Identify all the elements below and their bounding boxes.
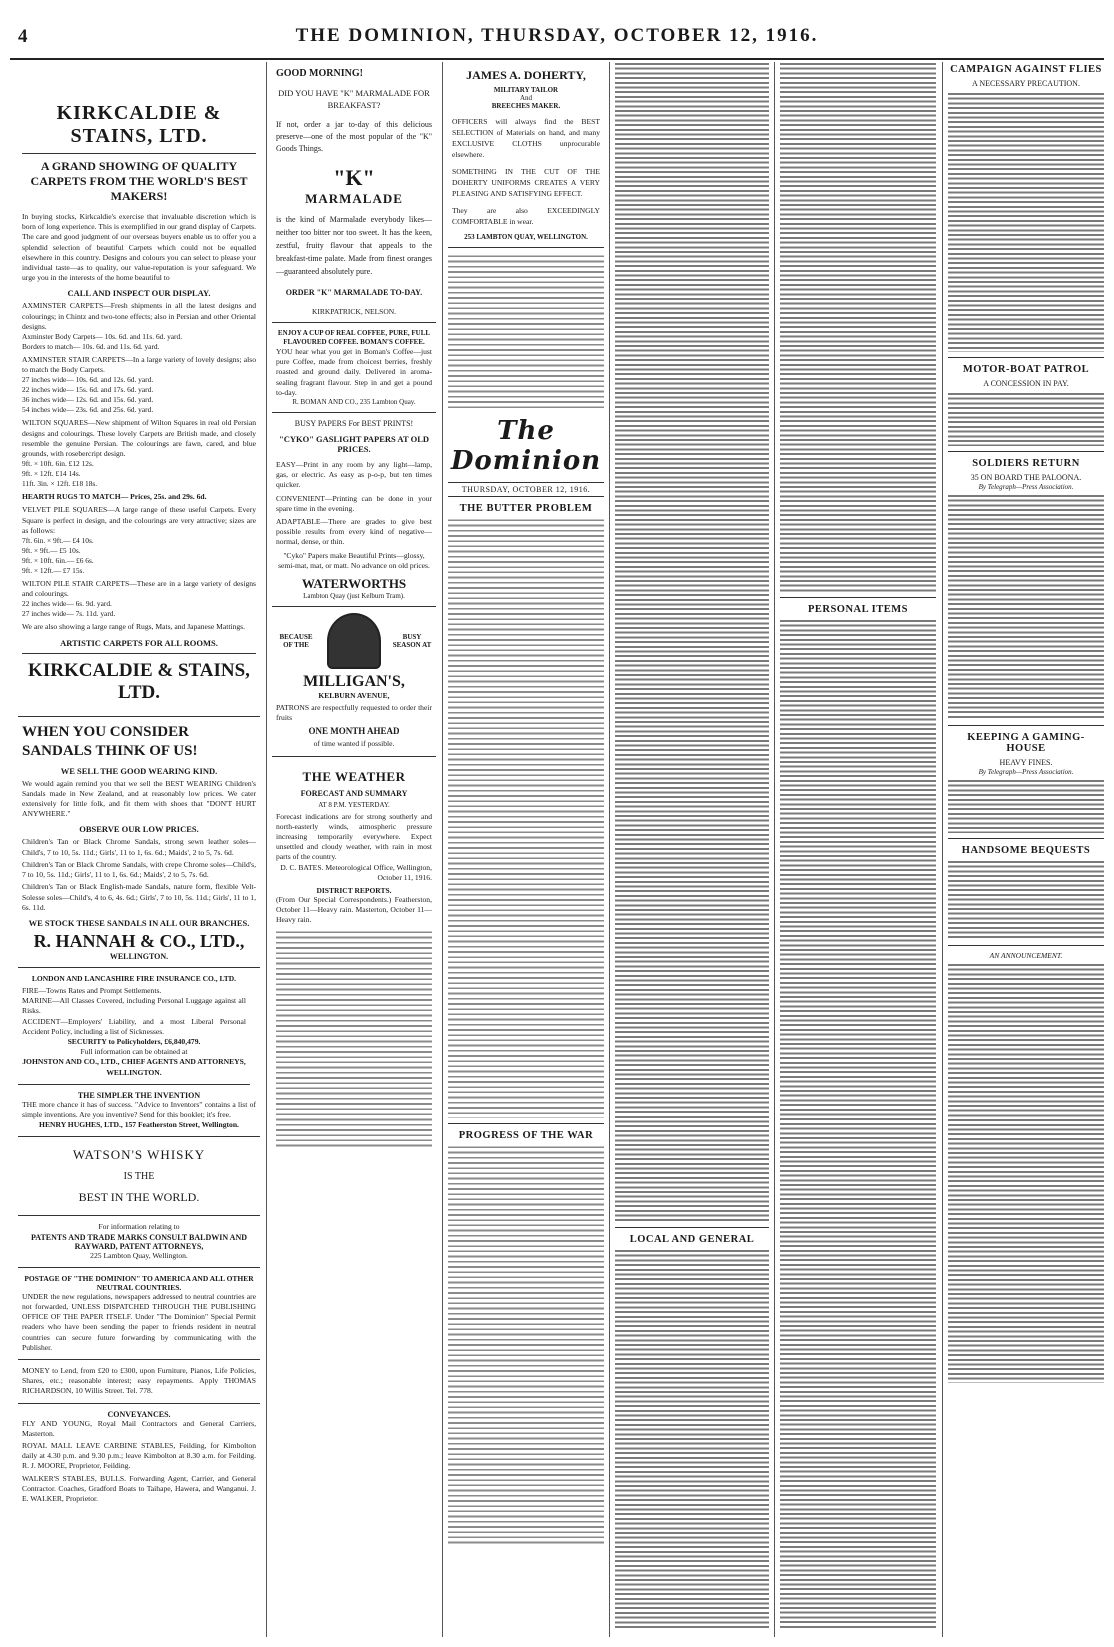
gm-title: GOOD MORNING! — [276, 68, 363, 79]
hannah-sandals-ad — [18, 717, 260, 968]
sandals-line-1: Children's Tan or Black Chrome Sandals, strong sewn leather soles—Child's, 7 to 10, 5s. 11d.; Girls', 11 to 1, 6s. 6d.; Maids', 2 to 5, 7s. 6d. — [22, 837, 256, 857]
hannah-name: R. HANNAH & CO., LTD., — [33, 930, 245, 951]
doherty-text3: They are also EXCEEDINGLY COMFORTABLE in wear. — [452, 206, 600, 226]
column-news-4 — [615, 62, 769, 1638]
milligans-left: BECAUSE OF THE — [279, 633, 313, 650]
boman-coffee-ad — [272, 323, 436, 413]
column-rule — [609, 62, 610, 1637]
weather-title: THE WEATHER — [302, 768, 406, 784]
gm-text: If not, order a jar to-day of this delicious preserve—one of the most popular of the "K" Goods Things. — [276, 120, 432, 153]
lower-ads-row — [18, 968, 260, 1085]
hearth-rugs: HEARTH RUGS TO MATCH— Prices, 25s. and 29s. 6d. — [22, 492, 207, 502]
weather-section — [272, 757, 436, 1156]
insurance-title: LONDON AND LANCASHIRE FIRE INSURANCE CO., LTD. — [31, 973, 237, 983]
column-rule — [442, 62, 443, 1637]
waterworths-addr: Lambton Quay (just Kelburn Tram). — [303, 592, 405, 601]
column-rule — [266, 62, 267, 1637]
k-marmalade-ad — [272, 62, 436, 323]
postage-title: POSTAGE OF "THE DOMINION" TO AMERICA AND ALL OTHER NEUTRAL COUNTRIES. — [24, 1273, 254, 1292]
postage-text: UNDER the new regulations, newspapers addressed to neutral countries are not forwarded, UNLESS DISPATCHED THROUGH THE PUBLISHING OFFICE OF THE PAPER ITSELF. Under "The Dominion" Special Permit readers who have been sending the paper to friends resident in neutral countries can secure future forwarding by communicating with the Publisher. — [22, 1291, 256, 1352]
call-inspect: CALL AND INSPECT OUR DISPLAY. — [67, 288, 211, 299]
doherty-and: And — [519, 94, 533, 102]
royal-mall-ad: ROYAL MALL LEAVE CARBINE STABLES, Feilding, for Kimbolton daily at 4.30 p.m. and 9.30 p.m.; leave Kimbolton at 8.30 a.m. for Feilding. R. J. MOORE, Proprietor, Feilding. — [22, 1440, 256, 1471]
wilton-stair-prices: 22 inches wide— 6s. 9d. yard. 27 inches wide— 7s. 11d. yard. — [22, 599, 116, 619]
insurance-fire: FIRE—Towns Rates and Prompt Settlements. — [22, 985, 162, 995]
patents-addr: 225 Lambton Quay, Wellington. — [90, 1250, 188, 1260]
weather-time: AT 8 P.M. YESTERDAY. — [318, 800, 390, 809]
column-ads-left — [18, 62, 260, 1638]
waterworths: WATERWORTHS — [301, 576, 407, 592]
progress-war-text — [448, 1145, 604, 1545]
weather-subtitle: FORECAST AND SUMMARY — [300, 788, 408, 798]
conveyances-title: CONVEYANCES. — [107, 1409, 171, 1419]
doherty-text2: SOMETHING IN THE CUT OF THE DOHERTY UNIFORMS CREATES A VERY PLEASING AND SATISFYING EFFECT. — [452, 167, 600, 198]
weather-signature: D. C. BATES. Meteorological Office, Wellington, October 11, 1916. — [280, 862, 432, 882]
doherty-line1: MILITARY TAILOR — [493, 86, 559, 94]
page-number: 4 — [18, 26, 28, 47]
velvet-squares: VELVET PILE SQUARES—A large range of these useful Carpets. Every Square is perfect in design, and the colourings are very attractive; sizes are as follows: — [22, 505, 256, 535]
axminster-stair-prices: 27 inches wide— 10s. 6d. and 12s. 6d. yard. 22 inches wide— 15s. 6d. and 17s. 6d. yard. 36 inches wide— 12s. 6d. and 15s. 6d. yard. 54 inches wide— 23s. 6d. and 25s. 6d. yard. — [22, 375, 154, 415]
coffee-text: YOU hear what you get in Boman's Coffee—just pure Coffee, made from choicest berries, freshly roasted and ground daily. Delivered in aroma-sealing fragrant flavour. Step in and get a pound to-day. — [276, 347, 432, 397]
k-text: is the kind of Marmalade everybody likes—neither too bitter nor too sweet. It has the keen, zestful, fruity flavour that appeals to the breakfast-time palate. Made from finest oranges—guaranteed absolutely pure. — [276, 215, 432, 276]
watsons-line-1: WATSON'S WHISKY — [72, 1147, 206, 1163]
butter-problem-title: THE BUTTER PROBLEM — [459, 503, 593, 514]
local-general-title: LOCAL AND GENERAL — [629, 1234, 755, 1245]
personal-items-text — [780, 619, 936, 1629]
money-ad — [18, 1360, 260, 1404]
cyko-convenient: CONVENIENT—Printing can be done in your spare time in the evening. — [276, 493, 432, 513]
cyko-adaptable: ADAPTABLE—There are grades to give best possible results from every kind of negative—normal, dense, or thin. — [276, 517, 432, 547]
sandals-line-3: Children's Tan or Black English-made Sandals, nature form, flexible Velt-Solesse soles—Child's, 4 to 6, 4s. 6d.; Girls', 7 to 10, 5s. 11d.; Girls', 11 to 1, 6s. 11d. — [22, 882, 256, 912]
editorial-masthead: The Dominion — [450, 416, 602, 476]
money-text: MONEY to Lend, from £20 to £300, upon Furniture, Pianos, Life Policies, Shares, etc.; reasonable interest; easy repayments. Apply THOMAS RICHARDSON, 10 Willis Street. Tel. 778. — [22, 1365, 256, 1396]
masthead — [10, 22, 1104, 60]
cyko-easy: EASY—Print in any room by any light—lamp, gas, or electric. As easy as p-o-p, but ten times quicker. — [276, 460, 432, 490]
invention-ad — [18, 1085, 260, 1138]
axminster-stair: AXMINSTER STAIR CARPETS—In a large variety of lovely designs; also to match the Body Carpets. — [22, 355, 256, 375]
wilton-squares-prices: 9ft. × 10ft. 6in. £12 12s. 9ft. × 12ft. £14 14s. 11ft. 3in. × 12ft. £18 18s. — [22, 459, 98, 489]
doherty-line2: BREECHES MAKER. — [491, 102, 561, 110]
milligans-emblem — [327, 613, 381, 669]
announcement-title: AN ANNOUNCEMENT. — [989, 951, 1063, 960]
sandals-subtitle: WE SELL THE GOOD WEARING KIND. — [60, 765, 218, 776]
insurance-marine: MARINE—All Classes Covered, including Personal Luggage against all Risks. — [22, 996, 246, 1016]
weather-body-text — [276, 930, 432, 1150]
milligans-month: ONE MONTH AHEAD — [308, 726, 400, 737]
column-5-text-a — [780, 62, 936, 592]
k-order: ORDER "K" MARMALADE TO-DAY. — [285, 288, 423, 297]
k-title: "K" — [333, 165, 375, 190]
watsons-ad — [18, 1137, 260, 1216]
flies-text — [948, 92, 1104, 352]
axminster-prices: Axminster Body Carpets— 10s. 6d. and 11s. 6d. yard. Borders to match— 10s. 6d. and 11s. 6d. yard. — [22, 332, 183, 352]
cyko-papers: "Cyko" Papers make Beautiful Prints—glossy, semi-mat, mat, or matt. No advance on old prices. — [278, 550, 430, 570]
column-ads-marmalade — [272, 62, 436, 1638]
watsons-line-2: IS THE — [123, 1171, 155, 1183]
cyko-sub: "CYKO" GASLIGHT PAPERS AT OLD PRICES. — [278, 434, 430, 455]
weather-reports: (From Our Special Correspondents.) Featherston, October 11—Heavy rain. Masterton, October 11—Heavy rain. — [276, 895, 432, 925]
invention-text: THE more chance it has of success. "Advice to Inventors" contains a list of simple inventions. Are you inventive? Send for this booklet; it's free. — [22, 1099, 256, 1119]
wilton-stair: WILTON PILE STAIR CARPETS—These are in a large variety of designs and colourings. — [22, 579, 256, 599]
column-3-top-text — [448, 254, 604, 410]
butter-problem-text — [448, 518, 604, 1118]
motor-boat-subtitle: A CONCESSION IN PAY. — [983, 379, 1069, 388]
wilton-squares: WILTON SQUARES—New shipment of Wilton Squares in real old Persian designs and colourings. These lovely Carpets are British made, and closely resemble the genuine Persian. The colourings are fawn, cared, and blue grounds, with rosebercript design. — [22, 418, 256, 459]
gaming-house-title: KEEPING A GAMING-HOUSE — [967, 732, 1085, 754]
weather-district: DISTRICT REPORTS. — [316, 886, 392, 896]
insurance-accident: ACCIDENT—Employers' Liability, and a most Liberal Personal Accident Policy, including a list of Sicknesses. — [22, 1016, 246, 1036]
axminster-carpets: AXMINSTER CARPETS—Fresh shipments in all the latest designs and colourings; in Chintz and two-tone effects; also in Persian and other Oriental designs. — [22, 301, 256, 331]
conveyances-section — [18, 1404, 260, 1511]
newspaper-masthead-title: THE DOMINION, THURSDAY, OCTOBER 12, 1916. — [295, 25, 819, 46]
hannah-town: WELLINGTON. — [109, 951, 169, 961]
walkers-ad: WALKER'S STABLES, BULLS. Forwarding Agent, Carrier, and General Contractor. Coaches, Gradford Boats to Taihape, Hawera, and Wanganui. J. E. WALKER, Proprietor. — [22, 1473, 256, 1503]
insurance-info: Full information can be obtained at — [80, 1047, 188, 1057]
progress-war-title: PROGRESS OF THE WAR — [458, 1130, 594, 1141]
patents-title: PATENTS AND TRADE MARKS CONSULT BALDWIN AND RAYWARD, PATENT ATTORNEYS, — [30, 1232, 248, 1251]
gaming-subtitle: HEAVY FINES. — [999, 758, 1053, 767]
doherty-tailor-ad — [448, 62, 604, 248]
soldiers-subtitle: 35 ON BOARD THE PALOONA. — [970, 473, 1082, 482]
bequests-title: HANDSOME BEQUESTS — [961, 845, 1091, 856]
insurance-ad — [18, 968, 250, 1085]
coffee-title: ENJOY A CUP OF REAL COFFEE, PURE, FULL FLAVOURED COFFEE. BOMAN'S COFFEE. — [277, 329, 431, 346]
sandals-prices-heading: OBSERVE OUR LOW PRICES. — [79, 824, 199, 835]
kirkcaldie-title: KIRKCALDIE & STAINS, LTD. — [56, 102, 222, 147]
invention-title: THE SIMPLER THE INVENTION — [77, 1090, 201, 1100]
kirkcaldie-footer: KIRKCALDIE & STAINS, LTD. — [28, 659, 250, 703]
milligans-ad — [272, 607, 436, 757]
invention-firm: HENRY HUGHES, LTD., 157 Featherston Street, Wellington. — [39, 1120, 239, 1130]
motor-boat-text — [948, 392, 1104, 446]
gaming-text — [948, 779, 1104, 833]
announcement-text — [948, 963, 1104, 1383]
local-general-text — [615, 1249, 769, 1629]
weather-text: Forecast indications are for strong southerly and north-easterly winds, atmospheric pressure increasing temporarily everywhere. Expect unsettled and cloudy weather, with rain in most parts of the country. — [276, 811, 432, 862]
cyko-title: BUSY PAPERS For BEST PRINTS! — [294, 419, 414, 429]
kirkcaldie-intro: In buying stocks, Kirkcaldie's exercise that invaluable discretion which is born of long experience. This is exemplified in our grand display of Carpets. The care and good judgment of our overseas buyers enable us to offer you a splendid selection of beautiful Carpets which could not be equalled elsewhere in this country. Designs and colours you can select to please your individual taste—as to quality, our value-reputation is your safeguard. We urge you in the interests of the home beautiful to — [22, 212, 256, 283]
flies-campaign-title: CAMPAIGN AGAINST FLIES — [950, 64, 1102, 75]
bequests-text — [948, 860, 1104, 940]
patents-info: For information relating to — [98, 1222, 180, 1232]
column-rule — [942, 62, 943, 1637]
column-news-6 — [948, 62, 1104, 1638]
soldiers-text — [948, 494, 1104, 720]
sandals-line-2: Children's Tan or Black Chrome Sandals, with crepe Chrome soles—Child's, 7 to 10, 5s. 11d.; Girls', 11 to 1, 6s. 6d.; Maids', 2 to 5, 7s. 6d. — [22, 859, 256, 880]
motor-boat-title: MOTOR-BOAT PATROL — [962, 364, 1090, 375]
cyko-ad — [272, 413, 436, 607]
column-4-text-a — [615, 62, 769, 1222]
flyand-ad: FLY AND YOUNG, Royal Mail Contractors and General Carriers, Masterton. — [22, 1418, 256, 1438]
sandals-title: WHEN YOU CONSIDER SANDALS THINK OF US! — [22, 723, 198, 759]
sandals-stock: WE STOCK THESE SANDALS IN ALL OUR BRANCHES. — [28, 917, 250, 928]
postage-notice — [18, 1268, 260, 1360]
kirkcaldie-carpets-ad — [18, 62, 260, 717]
milligans-name: MILLIGAN'S, — [303, 673, 405, 691]
coffee-firm: R. BOMAN AND CO., 235 Lambton Quay. — [292, 398, 416, 407]
lower-ads-stack — [18, 968, 250, 1085]
watsons-line-3: BEST IN THE WORLD. — [78, 1190, 200, 1205]
milligans-right: BUSY SEASON AT — [392, 633, 432, 650]
column-news-5 — [780, 62, 936, 1638]
insurance-agents: JOHNSTON AND CO., LTD., CHIEF AGENTS AND ATTORNEYS, WELLINGTON. — [22, 1057, 246, 1077]
soldiers-byline: By Telegraph—Press Association. — [978, 483, 1074, 491]
personal-items-title: PERSONAL ITEMS — [807, 604, 909, 615]
doherty-text: OFFICERS will always find the BEST SELECTION of Materials on hand, and many EXCLUSIVE CLOTHS unprocurable elsewhere. — [452, 117, 600, 159]
soldiers-return-title: SOLDIERS RETURN — [972, 458, 1080, 469]
artistic-carpets: ARTISTIC CARPETS FOR ALL ROOMS. — [60, 637, 218, 648]
milligans-text: PATRONS are respectfully requested to order their fruits — [276, 703, 432, 723]
gaming-byline: By Telegraph—Press Association. — [978, 768, 1074, 776]
insurance-security: SECURITY to Policyholders, £6,840,479. — [67, 1036, 201, 1046]
k-marmalade: MARMALADE — [305, 191, 403, 206]
rugs-mats: We are also showing a large range of Rugs, Mats, and Japanese Mattings. — [22, 622, 245, 632]
milligans-end: of time wanted if possible. — [313, 739, 395, 749]
k-firm: KIRKPATRICK, NELSON. — [311, 307, 397, 316]
doherty-name: JAMES A. DOHERTY, — [466, 68, 586, 82]
patents-ad — [18, 1216, 260, 1267]
flies-subtitle: A NECESSARY PRECAUTION. — [972, 79, 1080, 88]
gm-question: DID YOU HAVE "K" MARMALADE FOR BREAKFAST? — [278, 88, 430, 110]
milligans-addr: KELBURN AVENUE, — [318, 691, 390, 701]
kirkcaldie-subtitle: A GRAND SHOWING OF QUALITY CARPETS FROM THE WORLD'S BEST MAKERS! — [30, 159, 248, 203]
column-editorial — [448, 62, 604, 1638]
column-rule — [774, 62, 775, 1637]
velvet-prices: 7ft. 6in. × 9ft.— £4 10s. 9ft. × 9ft.— £5 10s. 9ft. × 10ft. 6in.— £6 6s. 9ft. × 12ft.— £7 15s. — [22, 536, 94, 576]
sandals-text: We would again remind you that we sell the BEST WEARING Children's Sandals made in New Zealand, and at reasonably low prices. We cater extensively for little folk, and fit them with shoes that "DON'T HURT ANYWHERE." — [22, 778, 256, 819]
editorial-date: THURSDAY, OCTOBER 12, 1916. — [448, 482, 604, 497]
doherty-addr: 253 LAMBTON QUAY, WELLINGTON. — [464, 233, 588, 241]
